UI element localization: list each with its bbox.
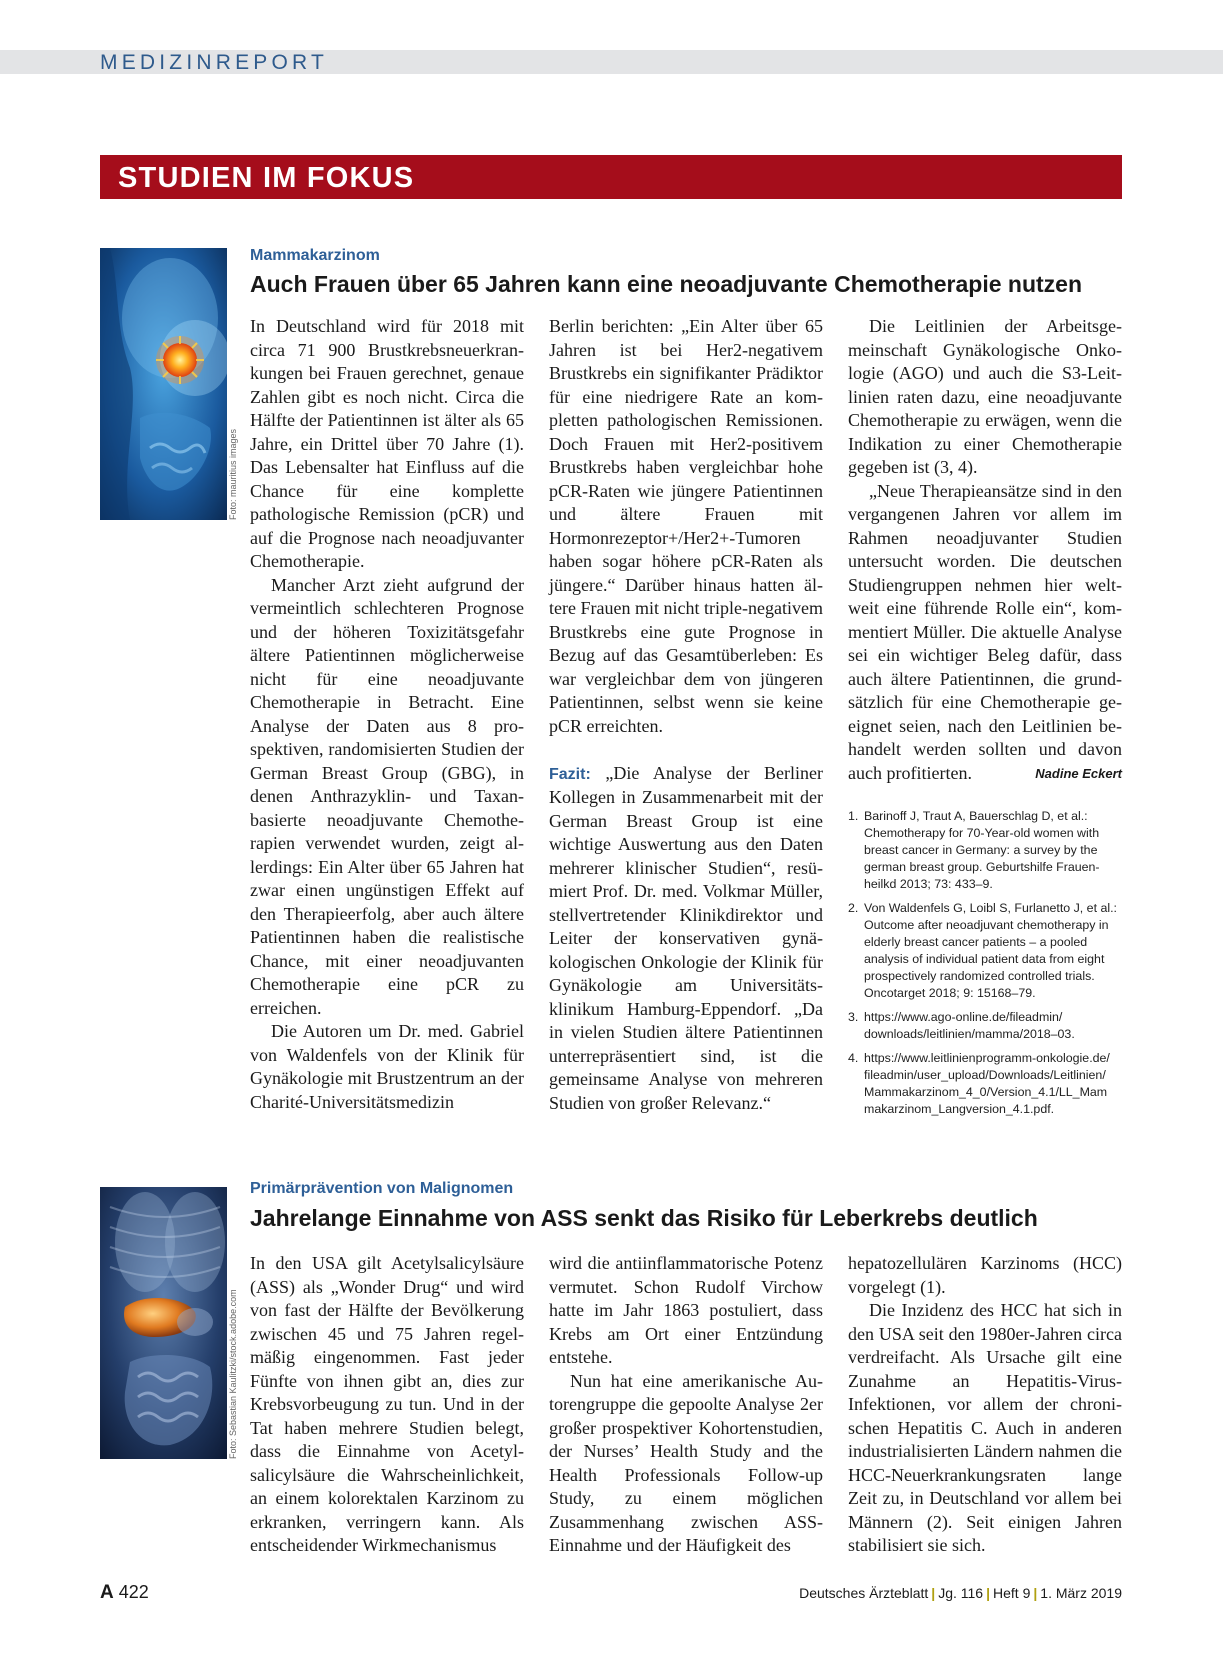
author-name: Nadine Eckert (1035, 765, 1122, 781)
reference-list (848, 808, 1122, 1125)
banner-title: STUDIEN IM FOKUS (118, 162, 415, 194)
paragraph: Die Leitlinien der Arbeitsgemeinschaft Gynäkologische Onkologie (AGO) und auch die S3-Leitlinien raten dazu, eine neoadjuvante Chemotherapie zu erwägen, wenn die Indikation zu einer Chemotherapie gegeben ist (3, 4). (848, 316, 1122, 477)
article-column (549, 1252, 823, 1558)
journal-name: Deutsches Ärzteblatt (799, 1585, 929, 1601)
liver-anatomy-illustration (100, 1187, 227, 1459)
paragraph: Mancher Arzt zieht aufgrund der vermeintlich schlechteren Prognose und der höheren Toxizitätsgefahr ältere Patientinnen möglicherweise nicht für eine neoadjuvante Chemotherapie in Betracht. Eine Analyse der Daten aus 8 prospektiven, randomisierten Studien der German Breast Group (GBG), in denen Anthrazyklin- und Taxanbasierte neoadjuvante Chemotherapien verwendet wurden, zeigt allerdings: Ein Alter über 65 Jahren hat zwar einen ungünstigen Effekt auf den Therapieerfolg, aber auch ältere Patientinnen haben die realistische Chance, mit einer neoadjuvanten Chemotherapie eine pCR zu erreichen. (250, 574, 524, 1018)
section-banner (100, 155, 1122, 199)
article-kicker: Primärprävention von Malignomen (250, 1180, 514, 1197)
section-label: MEDIZINREPORT (100, 51, 329, 74)
paragraph: Berlin berichten: „Ein Alter über 65 Jahren ist bei Her2-negativem Brustkrebs ein signifikanter Prädiktor für eine niedrigere Rate an kompletten pathologischen Remissionen. Doch Frauen mit Her2-positivem Brustkrebs haben vergleichbar hohe pCR-Raten wie jüngere Patientinnen und ältere Frauen mit Hormonrezeptor+/Her2+-Tumoren haben sogar höhere pCR-Raten als jüngere.“ Darüber hinaus hatten ältere Frauen mit nicht triple-negativem Brustkrebs eine gute Prognose in Bezug auf das Gesamtüberleben: Es war vergleichbar dem von jüngeren Patientinnen, selbst wenn sie keine pCR erreichten. (549, 316, 823, 736)
article-headline: Jahrelange Einnahme von ASS senkt das Risiko für Leberkrebs deutlich (250, 1205, 1038, 1231)
article-column (250, 315, 524, 1114)
article-column (250, 1252, 524, 1558)
paragraph: In den USA gilt Acetylsalicylsäure (ASS) als „Wonder Drug“ und wird von fast der Hälfte der Bevölkerung zwischen 45 und 75 Jahren regelmäßig eingenommen. Fast jeder Fünfte von ihnen gibt an, dies zur Krebsvorbeugung zu tun. Und in der Tat haben mehrere Studien belegt, dass die Einnahme von Acetylsalicylsäure die Wahrscheinlichkeit, an einem kolorektalen Karzinom zu erkranken, verringern kann. Als entscheidender Wirkmechanismus (250, 1253, 524, 1555)
photo-credit: Foto: mauritius images (228, 428, 238, 520)
paragraph: Die Inzidenz des HCC hat sich in den USA seit den 1980er-Jahren circa verdreifacht. Als Ursache gilt eine Zunahme an Hepatitis-Virus-Infektionen, vor allem der chronischen Hepatitis C. Auch in anderen industrialisierten Ländern nahmen die HCC-Neuerkrankungsraten lange Zeit zu, in Deutschland vor allem bei Männern (2). Seit einigen Jahren stabilisiert sie sich. (848, 1300, 1122, 1555)
fazit-label: Fazit: (549, 765, 591, 783)
paragraph: wird die antiinflammatorische Potenz vermutet. Schon Rudolf Virchow hatte im Jahr 1863 postuliert, dass Krebs am Ort einer Entzündung entstehe. (549, 1253, 823, 1367)
fazit-paragraph (549, 762, 823, 1116)
reference-text: Barinoff J, Traut A, Bauerschlag D, et al.: Chemotherapy for 70-Year-old women with breast cancer in Germany: a survey by the german breast group. Geburtshilfe Frauenheilkd 2013; 73: 433–9. (864, 809, 1100, 891)
article-kicker: Mammakarzinom (250, 247, 380, 264)
paragraph: In Deutschland wird für 2018 mit circa 71 900 Brustkrebsneuerkrankungen bei Frauen gerechnet, genaue Zahlen gibt es noch nicht. Circa die Hälfte der Patientinnen ist älter als 65 Jahre, ein Drittel über 70 Jahre (1). Das Lebensalter hat Einfluss auf die Chance für eine komplette pathologische Remission (pCR) und auf die Prognose nach neoadjuvanter Chemotherapie. (250, 316, 524, 571)
journal-date: 1. März 2019 (1040, 1585, 1122, 1601)
journal-info: Deutsches Ärzteblatt | Jg. 116 | Heft 9 | 1. März 2019 (799, 1585, 1122, 1601)
reference-link[interactable]: https://www.leitlinienprogramm-onkologie.de/ fileadmin/user_upload/Downloads/Leitlinien/ Mammakarzinom_4_0/Version_4.1/LL_Mam makarzinom_Langversion_4.1.pdf. (864, 1051, 1110, 1116)
paragraph-text: „Neue Therapieansätze sind in den vergangenen Jahren vor allem im Rahmen neoadjuvanter Studien untersucht worden. Die deutschen Studiengruppen nehmen hier weltweit eine führende Rolle ein“, kommentiert Müller. Die aktuelle Analyse sei ein wichtiger Beleg dafür, dass auch ältere Patientinnen, die grundsätzlich für eine Chemotherapie geeignet seien, nach den Leitlinien behandelt werden sollten und davon auch profitierten. (848, 480, 1122, 783)
reference-item: 2. Von Waldenfels G, Loibl S, Furlanetto J, et al.: Outcome after neoadjuvant chemotherapy in elderly breast cancer patients – a pooled analysis of individual patient data from eight prospectively randomized controlled trials. Oncotarget 2018; 9: 15168–79. (848, 901, 1117, 1000)
journal-volume: Jg. 116 (938, 1585, 984, 1601)
paragraph: hepatozellulären Karzinoms (HCC) vorgelegt (1). (848, 1253, 1122, 1297)
page-number (100, 1582, 149, 1604)
article-column (848, 1252, 1122, 1558)
fazit-text: „Die Analyse der Berliner Kollegen in Zusammenarbeit mit der German Breast Group ist eine wichtige Auswertung aus den Daten mehrerer klinischer Studien“, resümiert Prof. Dr. med. Volkmar Müller, stellvertretender Klinikdirektor und Leiter der konservativen gynäkologischen Onkologie der Klinik für Gynäkologie am Universitätsklinikum Hamburg-Eppendorf. „Da in vielen Studien ältere Patientinnen unterrepräsentiert sind, ist die gemeinsame Analyse von mehreren Studien von großer Relevanz.“ (549, 762, 823, 1113)
journal-issue: Heft 9 (993, 1585, 1031, 1601)
reference-item: 4. https://www.leitlinienprogramm-onkologie.de/ fileadmin/user_upload/Downloads/Leitlinien/ Mammakarzinom_4_0/Version_4.1/LL_Mam makarzinom_Langversion_4.1.pdf. (848, 1051, 1110, 1116)
breast-tumor-illustration (100, 248, 227, 520)
page-number-value: 422 (118, 1582, 149, 1602)
paragraph (848, 480, 1122, 786)
paragraph: Die Autoren um Dr. med. Gabriel von Waldenfels von der Klinik für Gynäkologie mit Brustzentrum an der Charité-Universitätsmedizin (250, 1021, 524, 1112)
article-column (848, 315, 1122, 785)
reference-text: Von Waldenfels G, Loibl S, Furlanetto J, et al.: Outcome after neoadjuvant chemotherapy in elderly breast cancer patients – a pooled analysis of individual patient data from eight prospectively randomized controlled trials. Oncotarget 2018; 9: 15168–79. (864, 901, 1117, 1000)
paragraph: Nun hat eine amerikanische Autorengruppe die gepoolte Analyse 2er großer prospektiver Kohortenstudien, der Nurses’ Health Study and the Health Professionals Follow-up Study, zu einem möglichen Zusammenhang zwischen ASS-Einnahme und der Häufigkeit des (549, 1370, 823, 1555)
article-headline: Auch Frauen über 65 Jahren kann eine neoadjuvante Chemotherapie nutzen (250, 271, 1083, 297)
reference-item: 1. Barinoff J, Traut A, Bauerschlag D, et al.: Chemotherapy for 70-Year-old women with breast cancer in Germany: a survey by the german breast group. Geburtshilfe Frauenheilkd 2013; 73: 433–9. (848, 809, 1100, 891)
photo-credit: Foto: Sebastian Kaulitzki/stock.adobe.com (228, 1289, 238, 1459)
reference-item: 3. https://www.ago-online.de/fileadmin/ downloads/leitlinien/mamma/2018–03. (848, 1010, 1075, 1041)
page-prefix: A (100, 1582, 114, 1603)
article-column (549, 315, 823, 1115)
reference-link[interactable]: https://www.ago-online.de/fileadmin/ downloads/leitlinien/mamma/2018–03. (864, 1010, 1075, 1041)
